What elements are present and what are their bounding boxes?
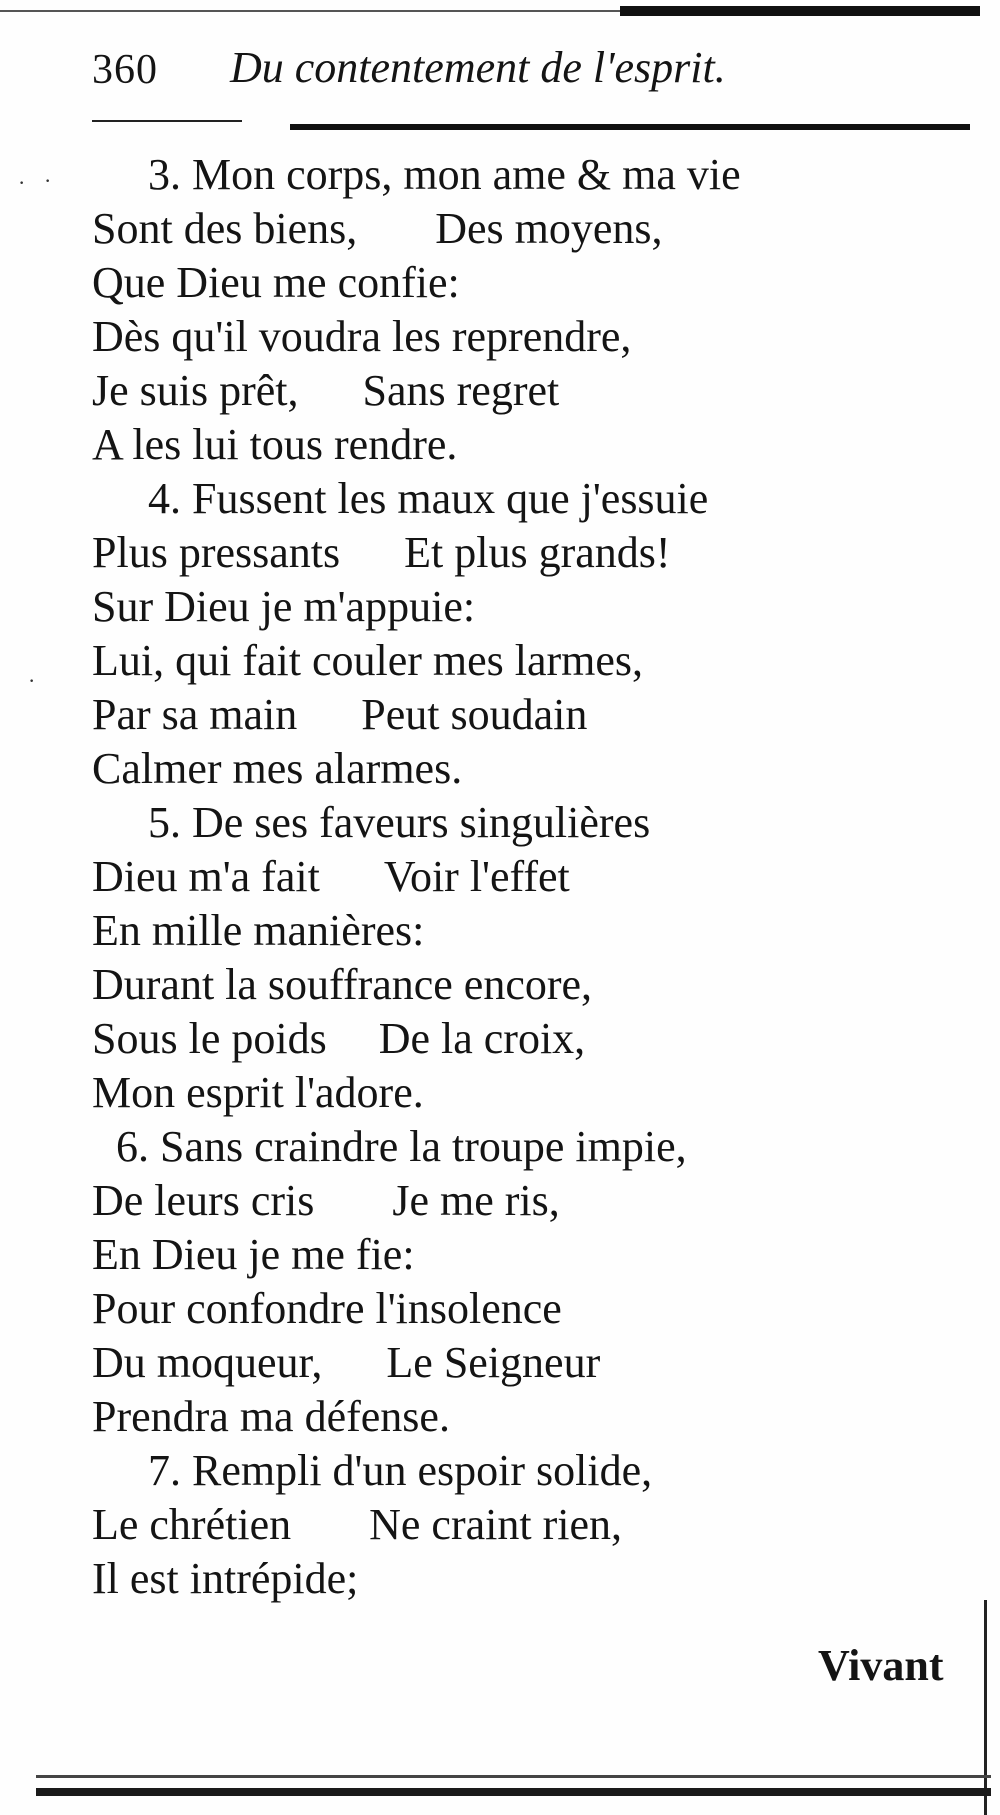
verse-line: En mille manières: <box>92 906 425 955</box>
verse-line: Prendra ma défense. <box>92 1392 450 1441</box>
verse-line: Du moqueur, Le Seigneur <box>92 1338 601 1387</box>
scan-edge-right <box>984 1600 987 1815</box>
verse-line: 7. Rempli d'un espoir solide, <box>148 1446 653 1495</box>
header-rule-right <box>290 124 970 130</box>
verse-line: Je suis prêt, Sans regret <box>92 366 560 415</box>
page-number: 360 <box>92 47 158 93</box>
verse-line: Lui, qui fait couler mes larmes, <box>92 636 644 685</box>
verse-line: Sur Dieu je m'appuie: <box>92 582 476 631</box>
scan-edge-top <box>620 6 980 16</box>
verse-line: Par sa main Peut soudain <box>92 690 588 739</box>
verse-line: De leurs cris Je me ris, <box>92 1176 560 1225</box>
verse-line: Il est intrépide; <box>92 1554 359 1603</box>
running-title: Du contentement de l'esprit. <box>230 43 726 92</box>
verse-line: Le chrétien Ne craint rien, <box>92 1500 622 1549</box>
ink-speck: · <box>18 170 26 195</box>
verse-line: 4. Fussent les maux que j'essuie <box>148 474 709 523</box>
verse-line: Sont des biens, Des moyens, <box>92 204 663 253</box>
scan-edge-bottom-line <box>36 1775 991 1778</box>
verse-line: Dieu m'a fait Voir l'effet <box>92 852 570 901</box>
scan-edge-bottom <box>36 1788 991 1796</box>
verse-line: Sous le poids De la croix, <box>92 1014 586 1063</box>
running-head <box>92 42 972 102</box>
scan-edge-top-line <box>0 10 620 12</box>
verse-line: Durant la souffrance encore, <box>92 960 593 1009</box>
verse-line: En Dieu je me fie: <box>92 1230 415 1279</box>
verse-line: Pour confondre l'insolence <box>92 1284 562 1333</box>
verse-body <box>0 148 1000 1606</box>
catchword: Vivant <box>818 1641 944 1690</box>
verse-line: Plus pressants Et plus grands! <box>92 528 671 577</box>
ink-speck: · <box>28 668 36 693</box>
verse-line: 3. Mon corps, mon ame & ma vie <box>148 150 741 199</box>
verse-line: Mon esprit l'adore. <box>92 1068 424 1117</box>
header-rule-left <box>92 120 242 122</box>
verse-line: A les lui tous rendre. <box>92 420 458 469</box>
verse-line: 5. De ses faveurs singulières <box>148 798 651 847</box>
verse-line: 6. Sans craindre la troupe impie, <box>116 1122 687 1171</box>
ink-speck: · <box>44 168 52 193</box>
verse-line: Dès qu'il voudra les reprendre, <box>92 312 632 361</box>
verse-line: Calmer mes alarmes. <box>92 744 463 793</box>
verse-line: Que Dieu me confie: <box>92 258 460 307</box>
